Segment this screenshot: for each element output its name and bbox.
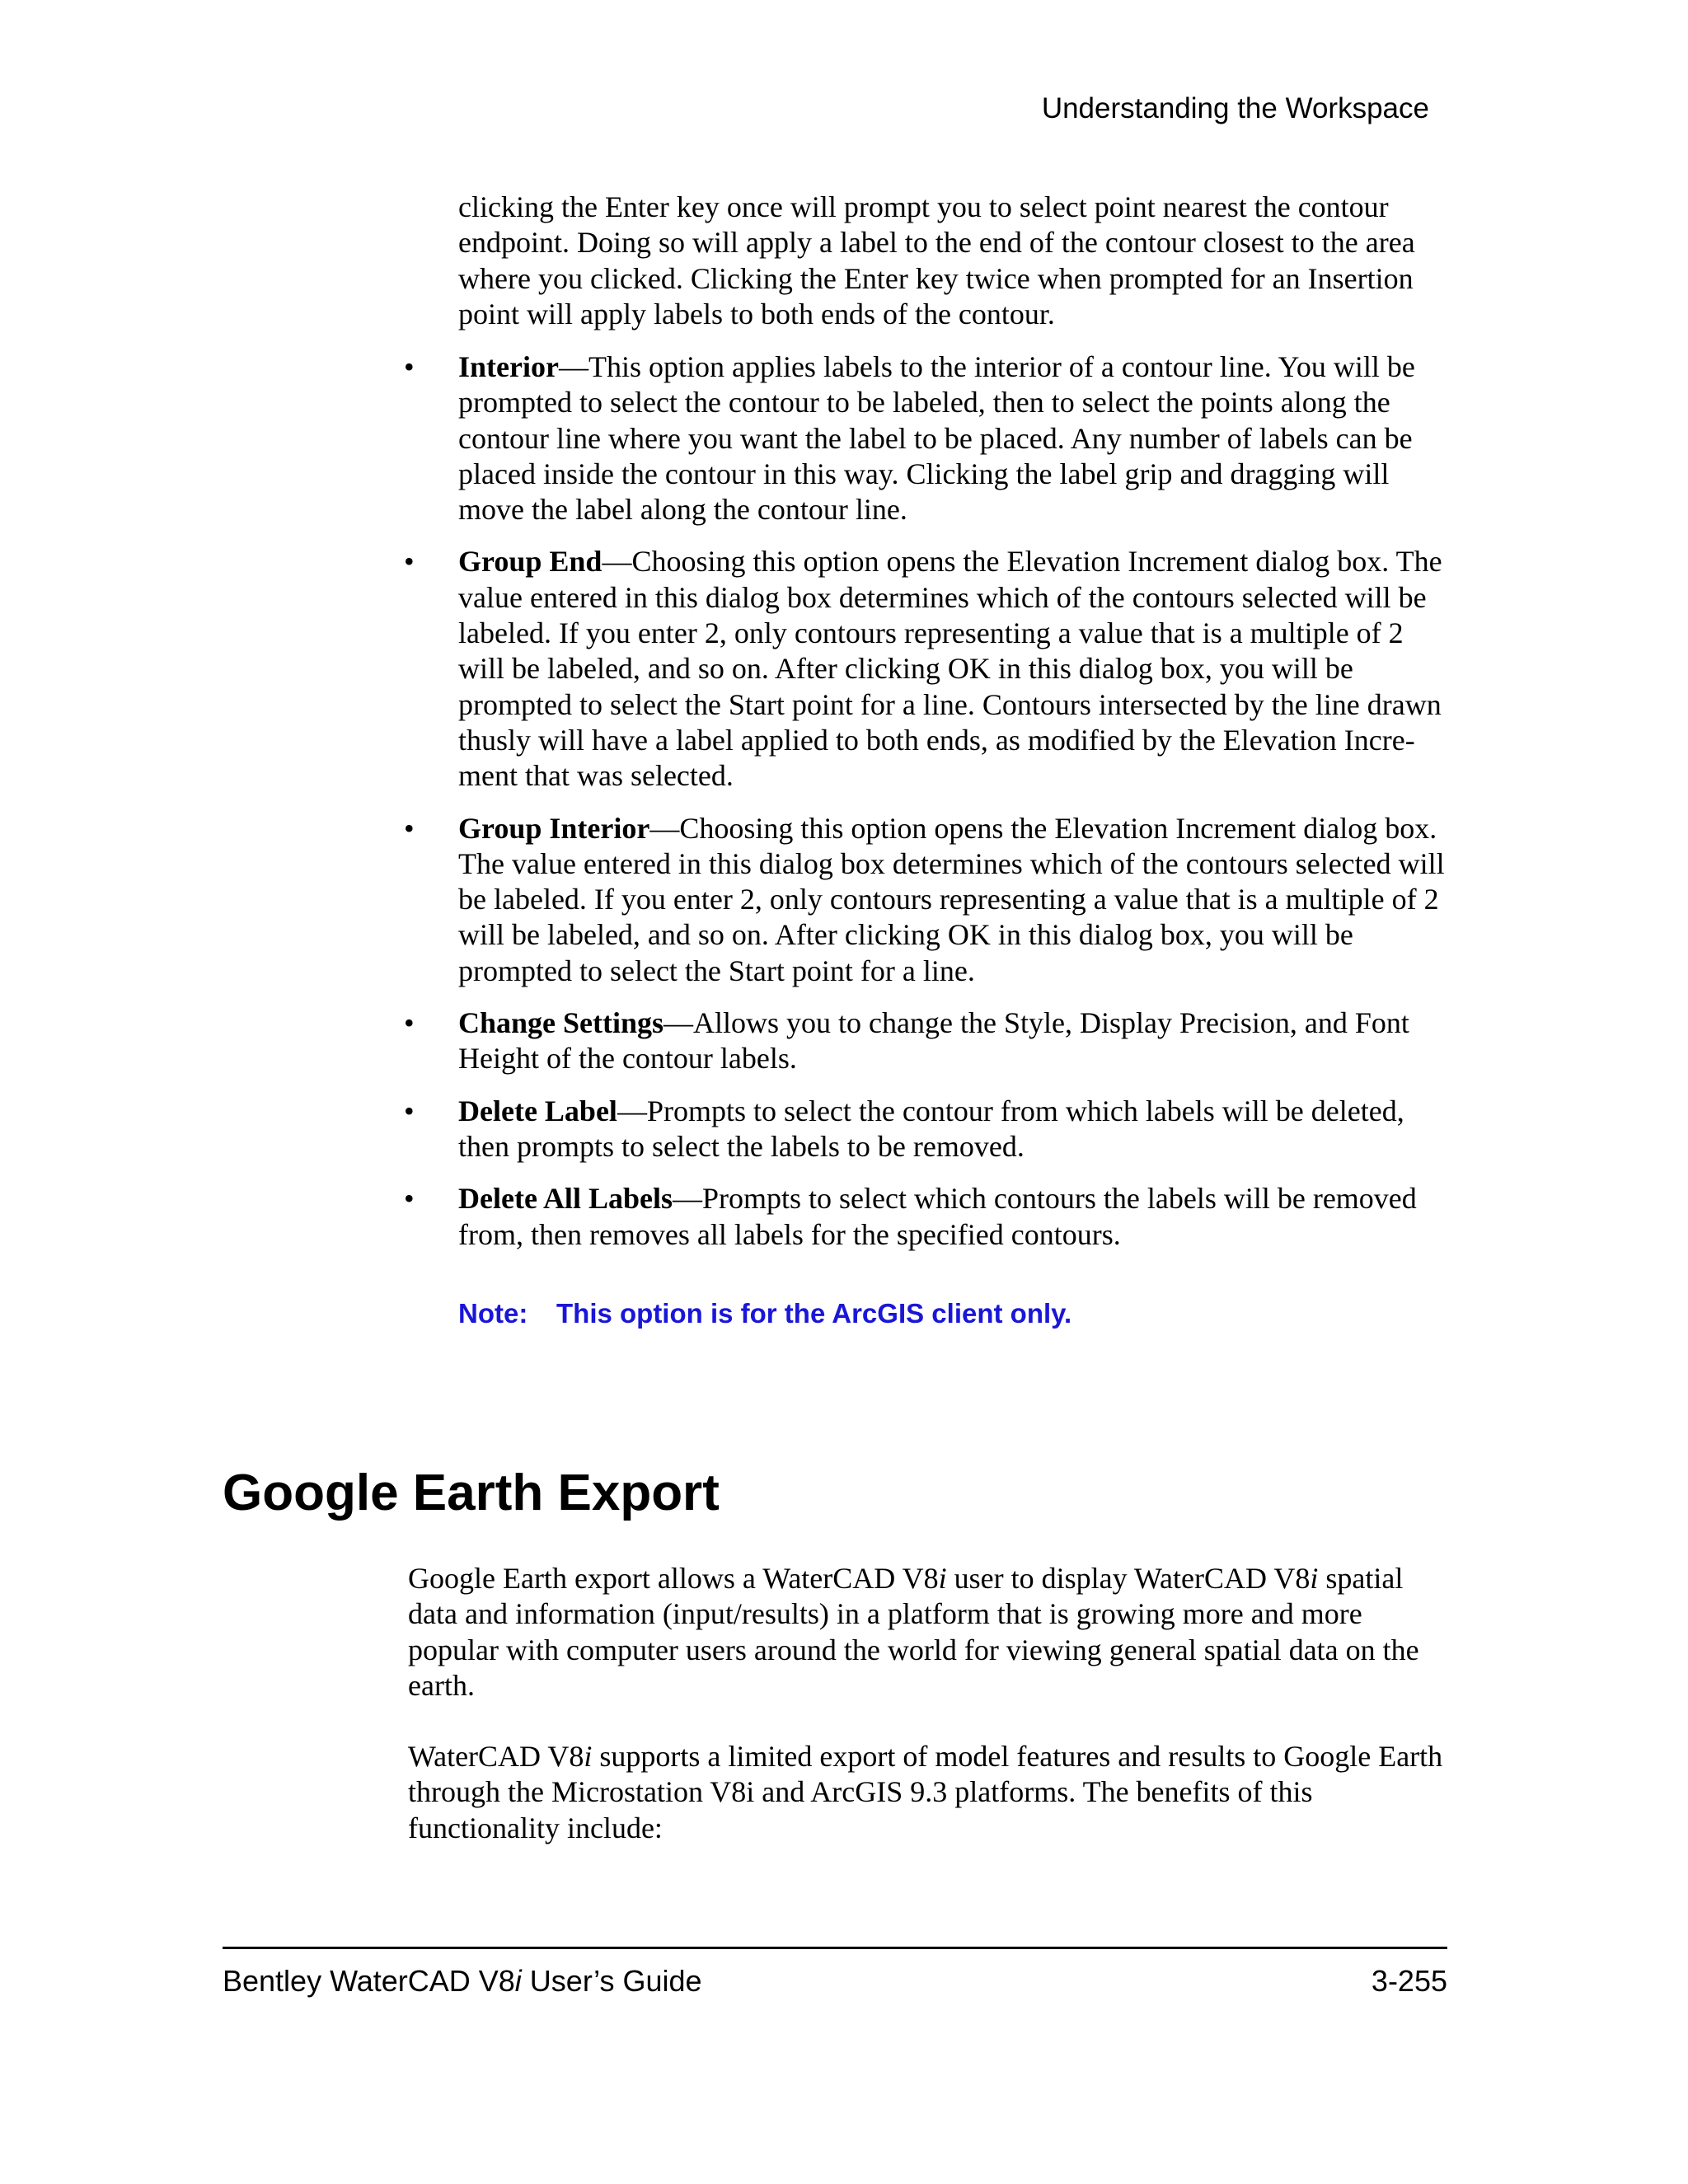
- support-paragraph: [408, 1739, 1455, 1846]
- list-item: [404, 1094, 1451, 1165]
- bullet-icon: •: [404, 350, 415, 383]
- section-heading: Google Earth Export: [223, 1465, 720, 1521]
- bullet-icon: •: [404, 1006, 415, 1040]
- bullet-text: —Prompts to select which contours the labels will be removed from, then removes all labels for the specified contours.: [458, 1182, 1417, 1251]
- bullet-text: —Choosing this option opens the Elevation Increment dialog box. The value entered in this dialog box determines which of the contours selected will be labeled. If you enter 2, only contours representing a value that is a multiple of 2 will be labeled, and so on. After clicking OK in this dialog box, you will be prompted to select the Start point for a line.: [458, 811, 1445, 987]
- text-run: User’s Guide: [521, 1964, 702, 1998]
- bullet-icon: •: [404, 1182, 415, 1216]
- bullet-icon: •: [404, 1094, 415, 1127]
- text-run: Bentley WaterCAD V8: [223, 1964, 515, 1998]
- bullet-term: Interior: [458, 350, 559, 383]
- intro-paragraph: [408, 1561, 1455, 1704]
- italic-run: i: [514, 1964, 522, 1998]
- list-item: [404, 1181, 1451, 1253]
- page-number: 3-255: [1371, 1964, 1447, 1998]
- option-bullet-list: [404, 349, 1451, 1269]
- bullet-term: Delete Label: [458, 1094, 617, 1127]
- continuation-paragraph: clicking the Enter key once will prompt you to select point nearest the contour endpoint. Doing so will apply a label to the end of the contour closest to the area where you clicked. Clicking the Enter key twice when prompted for an Insertion point will apply labels to both ends of the contour.: [458, 190, 1415, 330]
- italic-run: i: [1310, 1562, 1319, 1595]
- bullet-text: —Choosing this option opens the Elevation Increment dialog box. The value entered in this dialog box determines which of the contours selected will be labeled. If you enter 2, only contours representing a value that is a multiple of 2 will be labeled, and so on. After clicking OK in this dialog box, you will be prompted to select the Start point for a line. Contours intersected by the line drawn thusly will have a label applied to both ends, as modified by the Elevation Incre-ment that was selected.: [458, 545, 1442, 793]
- footer-divider: [223, 1947, 1447, 1949]
- bullet-icon: •: [404, 545, 415, 579]
- text-run: supports a limited export of model features and results to Google Earth through the Microstation V8i and ArcGIS 9.3 platforms. The benefits of this functionality include:: [408, 1740, 1443, 1844]
- list-item: [404, 1005, 1451, 1077]
- footer-guide-title: [223, 1961, 702, 2001]
- italic-run: i: [584, 1740, 593, 1773]
- note-text: This option is for the ArcGIS client only.: [556, 1298, 1072, 1329]
- bullet-icon: •: [404, 811, 415, 845]
- bullet-text: —Prompts to select the contour from which labels will be deleted, then prompts to select the labels to be removed.: [458, 1094, 1404, 1163]
- list-item: [404, 811, 1451, 989]
- text-run: Google Earth export allows a WaterCAD V8: [408, 1562, 939, 1595]
- note-callout: [458, 1296, 1071, 1332]
- text-run: user to display WaterCAD V8: [946, 1562, 1311, 1595]
- bullet-text: —Allows you to change the Style, Display Precision, and Font Height of the contour labels.: [458, 1006, 1409, 1076]
- bullet-term: Change Settings: [458, 1006, 664, 1040]
- bullet-term: Group Interior: [458, 811, 650, 845]
- text-run: spatial data and information (input/results) in a platform that is growing more and more popular with computer users around the world for viewing general spatial data on the earth.: [408, 1562, 1419, 1702]
- list-item: [404, 544, 1451, 794]
- bullet-term: Delete All Labels: [458, 1182, 673, 1216]
- bullet-term: Group End: [458, 545, 603, 579]
- list-item: [404, 349, 1451, 527]
- italic-run: i: [938, 1562, 947, 1595]
- bullet-text: —This option applies labels to the interior of a contour line. You will be prompted to select the contour to be labeled, then to select the points along the contour line where you want the label to be placed. Any number of labels can be placed inside the contour in this way. Clicking the label grip and dragging will move the label along the contour line.: [458, 350, 1415, 527]
- running-header: Understanding the Workspace: [1041, 92, 1429, 124]
- text-run: WaterCAD V8: [408, 1740, 584, 1773]
- note-label: Note:: [458, 1298, 528, 1329]
